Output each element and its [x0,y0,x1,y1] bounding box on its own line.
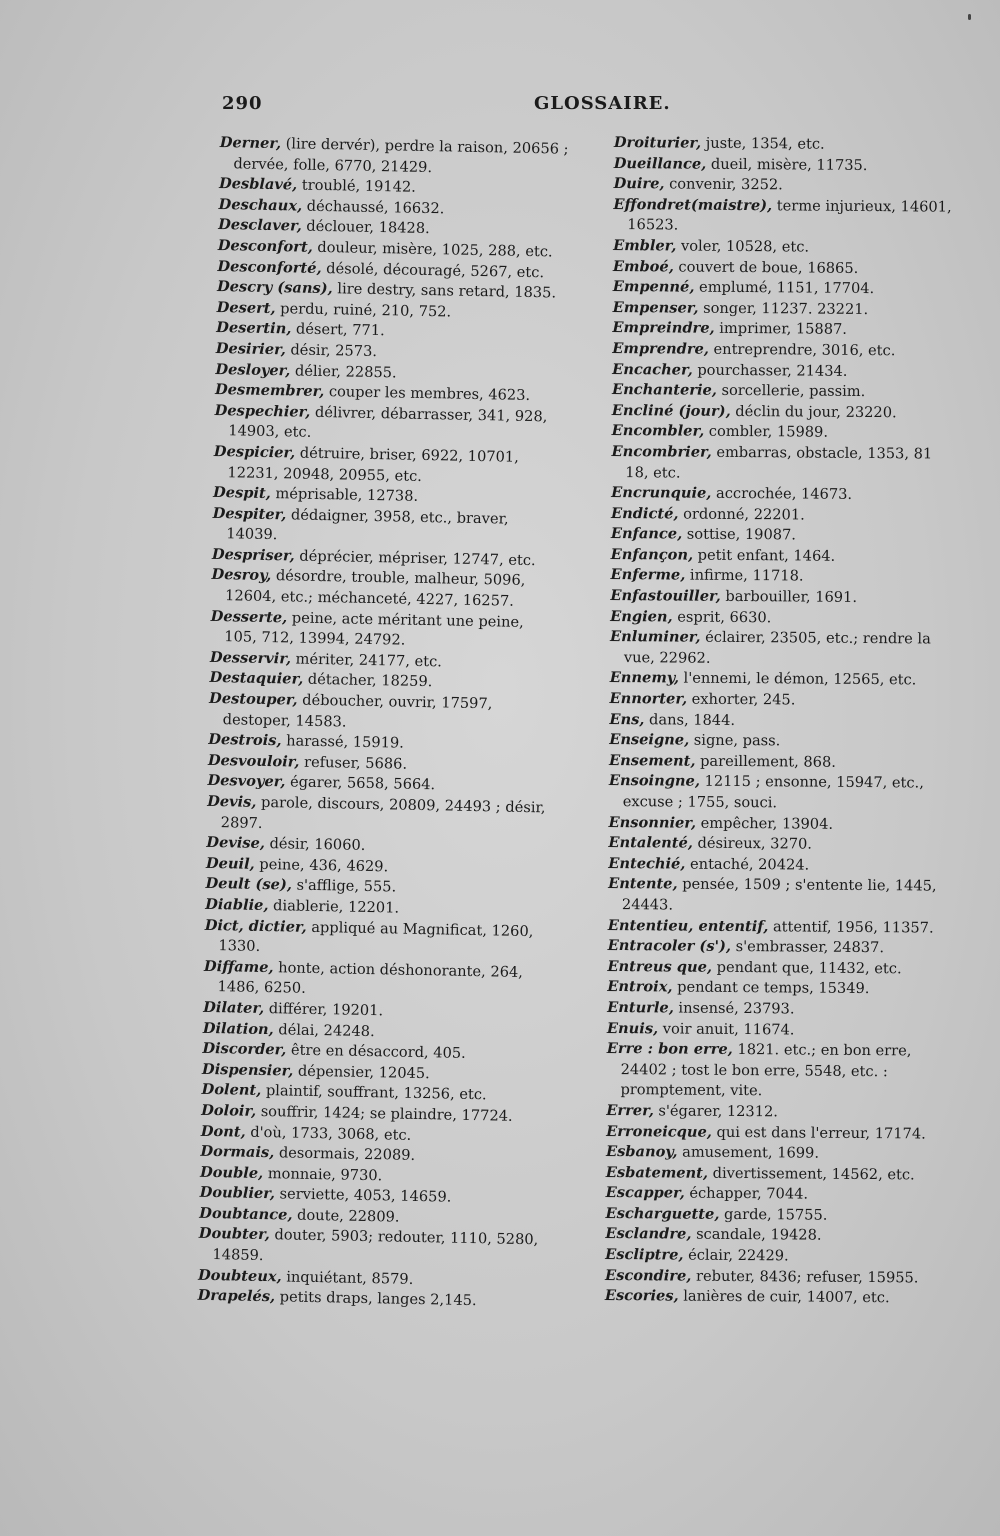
glossary-entry [606,1142,954,1165]
entry-definition: couvert de boue, 16865. [673,258,859,277]
entry-headword: Dilation, [202,1019,274,1038]
entry-definition: combler, 15989. [704,423,829,442]
entry-headword: Enfance, [610,525,683,543]
entry-definition: dans, 1844. [644,710,736,729]
entry-headword: Dueillance, [613,154,707,173]
entry-definition: entreprendre, 3016, etc. [708,340,896,360]
entry-headword: Despiter, [212,504,287,524]
glossary-entry [605,1204,953,1227]
entry-definition: pensée, 1509 ; s'entente lie, 1445, 24443. [621,875,937,914]
entry-definition: divertissement, 14562, etc. [707,1164,915,1184]
entry-headword: Desconforté, [217,257,322,277]
entry-definition: desormais, 22089. [274,1144,416,1165]
entry-headword: Enferme, [610,566,686,585]
entry-headword: Enturle, [607,998,674,1017]
entry-headword: Dont, [200,1122,246,1141]
entry-definition: inquiétant, 8579. [281,1268,414,1288]
entry-headword: Desblavé, [218,175,298,194]
glossary-entry [608,874,956,918]
glossary-entry [610,586,958,609]
entry-definition: monnaie, 9730. [263,1164,383,1184]
entry-definition: d'où, 1733, 3068, etc. [245,1123,412,1144]
entry-definition: emplumé, 1151, 17704. [694,278,875,298]
entry-headword: Desmembrer, [214,381,325,401]
entry-definition: serviette, 4053, 14659. [274,1185,452,1206]
glossary-entry [609,771,957,815]
entry-definition: embarras, obstacle, 1353, 81 18, etc. [625,443,933,482]
entry-headword: Encrunquie, [611,484,712,502]
entry-definition: détruire, briser, 6922, 10701, 12231, 20948, 20955, etc. [227,444,519,485]
entry-headword: Doubtance, [199,1204,293,1224]
entry-definition: troublé, 19142. [297,176,417,196]
entry-definition: petit enfant, 1464. [693,546,836,565]
entry-headword: Dormais, [200,1142,275,1162]
entry-headword: Discorder, [202,1039,287,1059]
entry-headword: Erroneicque, [606,1122,712,1141]
glossary-entry [607,957,955,980]
glossary-entry [209,689,560,737]
entry-headword: Desertin, [216,319,292,338]
glossary-entry [210,607,561,655]
entry-headword: Encacher, [612,360,693,379]
glossary-entry [609,689,957,712]
entry-definition: doute, 22809. [292,1206,400,1226]
glossary-entry [613,298,961,321]
entry-headword: Despit, [212,484,271,503]
entry-definition: juste, 1354, etc. [701,134,825,153]
entry-headword: Derner, [219,133,282,153]
entry-headword: Ennemy, [609,669,680,687]
entry-definition: appliqué au Magnificat, 1260, 1330. [218,918,534,956]
glossary-entry [612,318,960,341]
glossary-entry [611,442,959,486]
entry-definition: parole, discours, 20809, 24493 ; désir, 2897. [220,793,546,832]
entry-headword: Desserte, [210,607,288,627]
entry-definition: dueil, misère, 11735. [706,155,868,174]
glossary-entry [609,751,957,774]
entry-headword: Escapper, [605,1184,685,1202]
entry-definition: peine, acte méritant une peine, 105, 712, 13994, 24792. [224,609,524,649]
glossary-entry [613,277,961,300]
glossary-entry [606,1183,954,1206]
entry-headword: Droiturier, [613,133,702,152]
entry-headword: Doublier, [199,1184,276,1203]
entry-definition: petits draps, langes 2,145. [274,1288,477,1310]
entry-definition: sottise, 19087. [682,525,797,544]
entry-definition: imprimer, 15887. [714,320,848,339]
entry-headword: Enfançon, [610,545,694,564]
entry-headword: Enfastouiller, [610,587,721,605]
entry-definition: lanières de cuir, 14007, etc. [678,1287,890,1307]
glossary-entry [610,627,958,671]
glossary-entry [609,813,957,836]
entry-definition: pendant que, 11432, etc. [711,958,902,978]
entry-headword: Despicier, [213,442,296,462]
entry-definition: couper les membres, 4623. [324,383,531,405]
entry-headword: Escharguette, [605,1204,720,1223]
entry-headword: Escories, [604,1287,679,1305]
glossary-entry [612,360,960,383]
entry-definition: songer, 11237. 23221. [698,299,869,318]
entry-definition: mériter, 24177, etc. [290,650,443,671]
entry-headword: Dict, dictier, [204,916,307,936]
glossary-entry [609,710,957,733]
entry-headword: Entracoler (s'), [607,937,732,956]
entry-definition: s'égarer, 12312. [653,1102,779,1121]
glossary-entry [606,1039,954,1104]
margin-mark [968,14,971,20]
entry-headword: Diffame, [203,957,274,976]
entry-headword: Devise, [206,834,266,853]
entry-headword: Desirier, [215,339,286,359]
glossary-entry [611,483,959,506]
entry-headword: Desroy, [211,566,272,585]
entry-headword: Enluminer, [609,628,701,646]
entry-definition: déboucher, ouvrir, 17597, destoper, 14583. [222,691,493,731]
glossary-entry [203,957,554,1005]
entry-definition: rebuter, 8436; refuser, 15955. [691,1267,919,1287]
glossary-entry [610,565,958,588]
glossary-entry [609,730,957,753]
entry-definition: l'ennemi, le démon, 12565, etc. [678,669,917,689]
page-number: 290 [222,93,263,114]
glossary-entry [613,236,961,259]
glossary-entry [611,524,959,547]
entry-definition: terme injurieux, 14601, 16523. [627,197,952,234]
entry-headword: Ennorter, [609,690,688,708]
entry-headword: Destrois, [208,731,282,750]
glossary-entry [614,174,962,197]
entry-headword: Embler, [613,236,677,255]
page-header [222,93,671,119]
entry-headword: Entreus que, [607,957,713,976]
glossary-entry [204,915,555,963]
entry-definition: sorcellerie, passim. [716,381,866,401]
glossary-entry [613,257,961,280]
entry-headword: Dolent, [201,1081,262,1100]
entry-headword: Enseigne, [609,731,690,749]
entry-headword: Desclaver, [218,216,302,235]
entry-definition: convenir, 3252. [664,175,783,194]
entry-definition: accrochée, 14673. [711,484,853,503]
entry-definition: désir, 16060. [264,835,366,855]
glossary-entry [612,401,960,424]
entry-definition: esprit, 6630. [672,608,772,626]
entry-definition: diablerie, 12201. [268,897,400,917]
entry-definition: désolé, découragé, 5267, etc. [321,259,545,281]
entry-definition: voler, 10528, etc. [676,237,810,256]
entry-definition: égarer, 5658, 5664. [285,773,436,794]
entry-headword: Esbatement, [605,1163,709,1182]
glossary-entry [611,545,959,568]
entry-definition: qui est dans l'erreur, 17174. [711,1123,926,1142]
entry-definition: délier, 22855. [290,361,397,381]
entry-definition: éclair, 22429. [683,1246,789,1265]
entry-definition: souffrir, 1424; se plaindre, 17724. [255,1102,513,1125]
entry-definition: désordre, trouble, malheur, 5096, 12604, etc.; méchanceté, 4227, 16257. [224,567,526,610]
glossary-entry [612,380,960,403]
glossary-entry [605,1245,953,1268]
entry-definition: entaché, 20424. [685,855,810,874]
entry-headword: Encombrier, [611,442,712,461]
glossary-entry [610,668,958,691]
glossary-entry [219,133,570,181]
entry-definition: exhorter, 245. [687,690,796,709]
glossary-entry [606,1121,954,1144]
entry-definition: délai, 24248. [273,1020,375,1040]
glossary-column-left [197,133,569,1313]
entry-definition: insensé, 23793. [673,999,795,1018]
entry-definition: délivrer, débarrasser, 341, 928, 14903, etc. [228,403,548,442]
entry-definition: désert, 771. [291,320,385,340]
entry-headword: Emprendre, [612,339,709,358]
glossary-column-right [605,133,962,1310]
glossary-entry [606,1101,954,1124]
entry-headword: Ensonnier, [608,813,697,832]
entry-headword: Errer, [606,1101,654,1120]
entry-definition: (lire dervér), perdre la raison, 20656 ; dervée, folle, 6770, 21429. [233,135,569,176]
entry-headword: Doubter, [198,1225,270,1244]
glossary-entry [611,504,959,527]
entry-definition: déprécier, mépriser, 12747, etc. [294,547,536,570]
glossary-entry [608,854,956,877]
glossary-entry [605,1224,953,1247]
entry-definition: scandale, 19428. [691,1226,822,1245]
entry-definition: honte, action déshonorante, 264, 1486, 6250. [217,958,524,998]
glossary-entry [614,133,962,156]
entry-headword: Doubteux, [197,1266,282,1286]
entry-headword: Deuil, [205,854,255,873]
entry-headword: Enchanterie, [611,381,717,399]
entry-definition: barbouiller, 1691. [720,587,858,606]
entry-headword: Dilater, [203,998,265,1017]
entry-headword: Destaquier, [209,669,304,689]
entry-headword: Erre : bon erre, [606,1040,733,1059]
glossary-entry [214,401,565,449]
entry-definition: dépensier, 12045. [293,1062,430,1082]
entry-definition: attentif, 1956, 11357. [768,917,934,937]
entry-definition: refuser, 5686. [299,753,408,773]
entry-definition: 12115 ; ensonne, 15947, etc., excuse ; 1755, souci. [622,773,924,812]
entry-headword: Destouper, [208,689,298,709]
glossary-entry [613,195,961,239]
entry-headword: Ens, [609,710,645,728]
glossary-entry [612,421,960,444]
entry-headword: Encombler, [611,422,705,441]
entry-definition: pareillement, 868. [695,752,836,771]
entry-definition: douleur, misère, 1025, 288, etc. [312,238,553,261]
entry-headword: Ententieu, ententif, [607,916,769,935]
entry-definition: douter, 5903; redouter, 1110, 5280, 14859. [212,1226,539,1265]
glossary-entry [606,1163,954,1186]
entry-definition: perdu, ruiné, 210, 752. [275,299,452,321]
entry-headword: Escondire, [604,1266,692,1285]
entry-headword: Devis, [207,792,257,811]
entry-definition: 1821. etc.; en bon erre, 24402 ; tost le bon erre, 5548, etc. : promptement, vite. [620,1041,912,1100]
entry-headword: Escliptre, [605,1246,684,1264]
entry-definition: échapper, 7044. [684,1184,809,1203]
entry-definition: être en désaccord, 405. [286,1041,466,1063]
glossary-entry [605,1266,953,1289]
entry-definition: plaintif, souffrant, 13256, etc. [261,1082,487,1104]
entry-definition: garde, 15755. [719,1205,828,1224]
glossary-entry [212,504,563,552]
entry-headword: Enuis, [606,1019,659,1037]
entry-headword: Doloir, [201,1101,257,1120]
entry-headword: Esbanoy, [605,1143,678,1161]
entry-headword: Despechier, [214,401,311,421]
entry-headword: Deschaux, [218,195,303,215]
entry-definition: pendant ce temps, 15349. [672,978,870,998]
entry-headword: Double, [199,1163,264,1182]
entry-definition: voir anuit, 11674. [658,1019,795,1038]
entry-headword: Empreindre, [612,319,715,338]
glossary-entry [607,998,955,1021]
entry-definition: pourchasser, 21434. [692,361,848,380]
entry-headword: Empenné, [612,278,695,296]
entry-headword: Desservir, [209,648,292,668]
entry-headword: Entalenté, [608,834,693,852]
entry-definition: empêcher, 13904. [695,814,834,833]
entry-headword: Ensoingne, [608,772,701,791]
glossary-entry [207,792,558,840]
entry-headword: Despriser, [211,545,295,565]
glossary-entry [607,977,955,1000]
entry-definition: amusement, 1699. [677,1143,820,1162]
entry-headword: Engien, [610,607,673,626]
entry-definition: éclairer, 23505, etc.; rendre la vue, 22962. [623,628,931,667]
glossary-entry [605,1286,953,1309]
entry-headword: Entente, [608,875,678,893]
entry-headword: Duire, [613,175,665,193]
entry-headword: Entroix, [607,978,673,996]
entry-headword: Ensement, [609,751,696,770]
entry-headword: Dispensier, [201,1060,294,1080]
running-title: GLOSSAIRE. [534,93,671,114]
entry-headword: Desloyer, [215,360,291,379]
entry-headword: Empenser, [612,298,699,317]
entry-headword: Drapelés, [197,1287,276,1306]
entry-headword: Diablie, [205,895,269,915]
entry-definition: ordonné, 22201. [678,505,805,524]
entry-definition: déclouer, 18428. [301,217,430,238]
glossary-entry [198,1224,549,1272]
entry-definition: harassé, 15919. [281,732,405,752]
entry-headword: Esclandre, [605,1225,692,1244]
glossary-entry [614,154,962,177]
glossary-entry [610,607,958,630]
entry-headword: Deult (se), [205,875,293,894]
entry-definition: signe, pass. [689,731,781,750]
entry-headword: Endicté, [610,504,679,523]
entry-definition: déclin du jour, 23220. [730,402,897,421]
glossary-entry [607,1019,955,1042]
entry-definition: s'afflige, 555. [291,876,397,896]
entry-headword: Desert, [216,298,276,317]
entry-headword: Encliné (jour), [611,401,731,420]
entry-headword: Descry (sans), [216,278,333,298]
entry-headword: Entechié, [608,854,686,873]
glossary-entry [213,442,564,490]
entry-headword: Desvouloir, [207,751,300,771]
glossary-entry [211,565,562,613]
entry-headword: Effondret(maistre), [613,195,773,215]
glossary-entry [612,339,960,362]
entry-definition: désireux, 3270. [692,834,813,853]
entry-headword: Desvoyer, [207,772,286,791]
entry-definition: s'embrasser, 24837. [730,938,885,957]
glossary-entry [608,833,956,856]
glossary-entry [608,916,956,939]
entry-definition: détacher, 18259. [303,671,433,691]
entry-definition: dédaigner, 3958, etc., braver, 14039. [226,506,509,544]
entry-definition: méprisable, 12738. [270,485,419,505]
glossary-entry [608,936,956,959]
entry-definition: infirme, 11718. [685,567,804,585]
entry-headword: Desconfort, [217,236,313,256]
entry-headword: Emboé, [612,257,674,276]
entry-definition: lire destry, sans retard, 1835. [332,280,557,302]
entry-definition: désir, 2573. [285,341,378,360]
entry-definition: peine, 436, 4629. [254,855,389,876]
entry-definition: déchaussé, 16632. [301,197,445,218]
entry-definition: différer, 19201. [263,999,384,1020]
